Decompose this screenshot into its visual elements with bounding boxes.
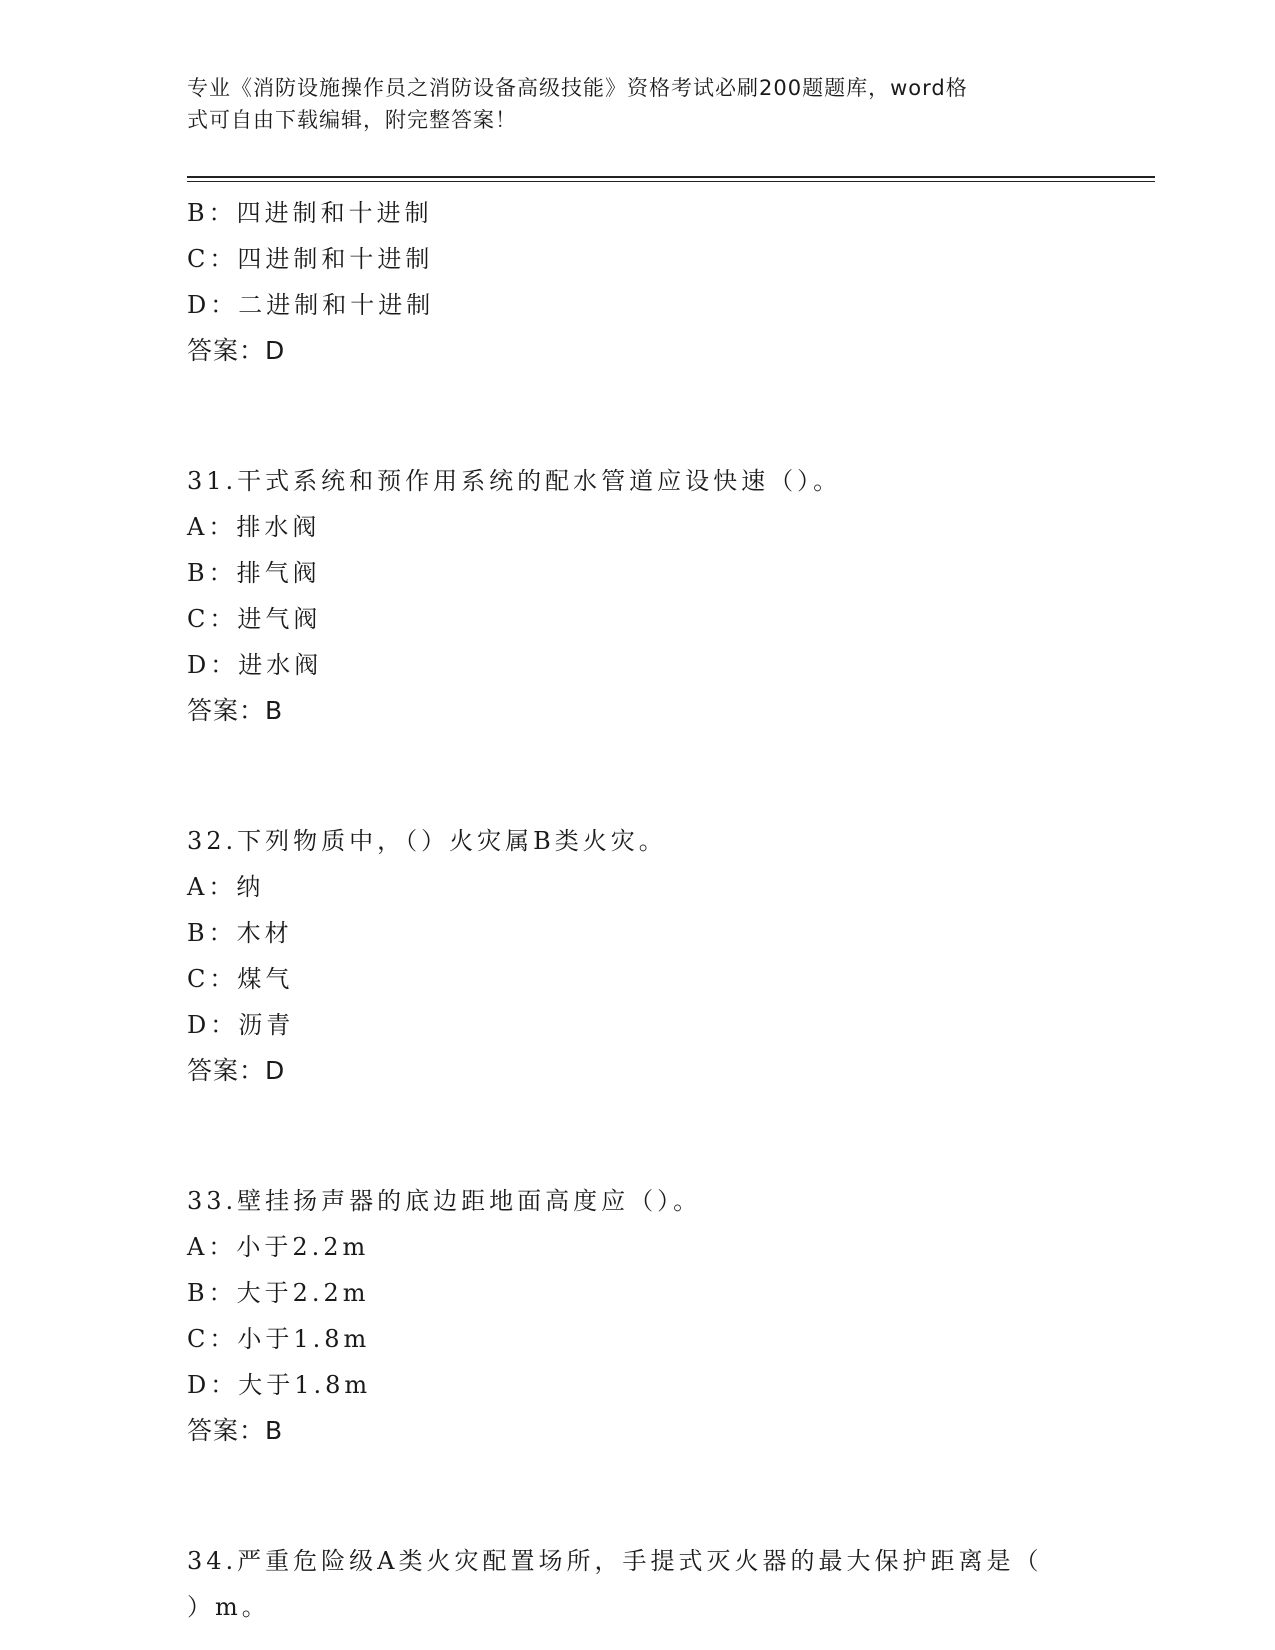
option-c: C：四进制和十进制 [187,245,434,273]
spacer [187,734,1087,818]
question-text-line-2: ）m。 [187,1593,270,1621]
option-d: D：进水阀 [187,651,323,679]
question-text-line-1: 34.严重危险级A类火灾配置场所，手提式灭火器的最大保护距离是（ [187,1547,1043,1575]
option-b: B：大于2.2m [187,1279,370,1307]
spacer [187,374,1087,458]
spacer [187,1454,1087,1538]
option-b: B：排气阀 [187,559,321,587]
option-d: D：大于1.8m [187,1371,372,1399]
question-list [187,190,1087,1630]
spacer [187,1094,1087,1178]
header-rule-thick [187,176,1155,178]
option-c: C：小于1.8m [187,1325,371,1353]
header-line-1: 专业《消防设施操作员之消防设备高级技能》资格考试必刷200题题库，word格 [187,76,968,100]
option-d: D：沥青 [187,1011,295,1039]
answer-label: 答案：B [187,1416,284,1445]
option-d: D：二进制和十进制 [187,291,435,319]
question-text: 31.干式系统和预作用系统的配水管道应设快速（）。 [187,467,842,495]
answer-label: 答案：D [187,1056,286,1085]
option-a: A：小于2.2m [187,1233,370,1261]
header-rule-thin [187,181,1155,182]
option-c: C：煤气 [187,965,294,993]
answer-label: 答案：D [187,336,286,365]
option-c: C：进气阀 [187,605,322,633]
document-header [187,72,1067,136]
option-a: A：排水阀 [187,513,321,541]
question-text: 32.下列物质中，（）火灾属B类火灾。 [187,827,667,855]
option-b: B：木材 [187,919,293,947]
header-line-2: 式可自由下载编辑，附完整答案！ [187,108,517,132]
option-b: B：四进制和十进制 [187,199,433,227]
question-block-32 [187,818,1087,1094]
answer-label: 答案：B [187,696,284,725]
question-block-34 [187,1538,1087,1630]
option-a: A：纳 [187,873,265,901]
question-block-30 [187,190,1087,374]
question-block-33 [187,1178,1087,1454]
question-text: 33.壁挂扬声器的底边距地面高度应（）。 [187,1187,702,1215]
question-block-31 [187,458,1087,734]
